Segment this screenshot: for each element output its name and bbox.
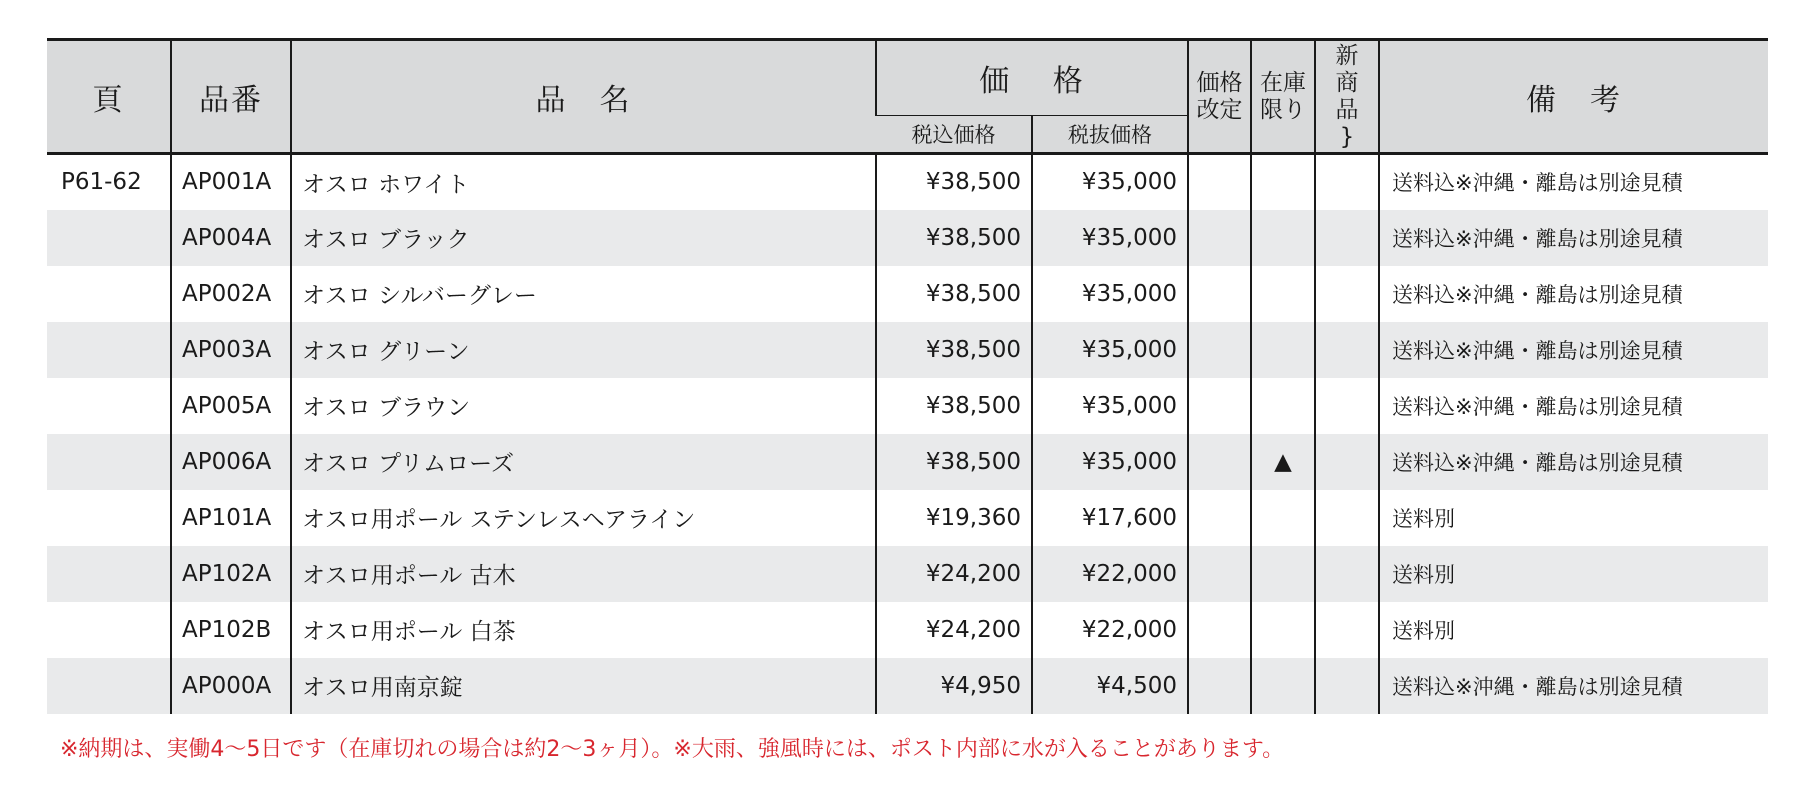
table-row bbox=[47, 154, 1768, 210]
cell-new bbox=[1315, 210, 1379, 266]
cell-price-revision bbox=[1188, 658, 1251, 714]
cell-stock-limited bbox=[1251, 658, 1315, 714]
header-price-revision-line1: 価格 bbox=[1196, 69, 1243, 96]
cell-stock-limited bbox=[1251, 154, 1315, 210]
footer-note: ※納期は、実働4～5日です（在庫切れの場合は約2～3ヶ月）。※大雨、強風時には、ポスト内部に水が入ることがあります。 bbox=[60, 737, 1285, 762]
cell-code: AP002A bbox=[171, 266, 291, 322]
header-name: 品 名 bbox=[291, 40, 876, 154]
header-new-line1: 新 bbox=[1335, 42, 1359, 69]
cell-price-revision bbox=[1188, 546, 1251, 602]
cell-tax-excluded: ¥22,000 bbox=[1032, 602, 1188, 658]
cell-tax-excluded: ¥35,000 bbox=[1032, 154, 1188, 210]
cell-code: AP000A bbox=[171, 658, 291, 714]
cell-price-revision bbox=[1188, 266, 1251, 322]
cell-price-revision bbox=[1188, 434, 1251, 490]
table-row bbox=[47, 658, 1768, 714]
cell-new bbox=[1315, 602, 1379, 658]
table-row bbox=[47, 322, 1768, 378]
header-new-line2: 商 bbox=[1335, 69, 1359, 96]
cell-page bbox=[47, 210, 171, 266]
cell-new bbox=[1315, 434, 1379, 490]
cell-remarks: 送料込※沖縄・離島は別途見積 bbox=[1379, 210, 1768, 266]
cell-page bbox=[47, 490, 171, 546]
cell-tax-included: ¥24,200 bbox=[876, 546, 1032, 602]
cell-code: AP003A bbox=[171, 322, 291, 378]
cell-tax-excluded: ¥35,000 bbox=[1032, 434, 1188, 490]
cell-price-revision bbox=[1188, 210, 1251, 266]
cell-remarks: 送料込※沖縄・離島は別途見積 bbox=[1379, 266, 1768, 322]
header-new-product: 新 商 品 } bbox=[1315, 40, 1379, 154]
cell-tax-included: ¥38,500 bbox=[876, 378, 1032, 434]
cell-stock-limited bbox=[1251, 602, 1315, 658]
cell-name: オスロ用ポール 白茶 bbox=[291, 602, 876, 658]
cell-new bbox=[1315, 266, 1379, 322]
header-price: 価 格 bbox=[876, 40, 1188, 116]
header-code: 品番 bbox=[171, 40, 291, 154]
cell-stock-limited bbox=[1251, 490, 1315, 546]
header-stock-limited bbox=[1251, 40, 1315, 154]
cell-new bbox=[1315, 658, 1379, 714]
cell-tax-included: ¥19,360 bbox=[876, 490, 1032, 546]
cell-remarks: 送料込※沖縄・離島は別途見積 bbox=[1379, 378, 1768, 434]
cell-new bbox=[1315, 378, 1379, 434]
header-tax-excluded: 税抜価格 bbox=[1032, 116, 1188, 154]
cell-name: オスロ ホワイト bbox=[291, 154, 876, 210]
cell-remarks: 送料別 bbox=[1379, 602, 1768, 658]
cell-price-revision bbox=[1188, 322, 1251, 378]
cell-tax-included: ¥38,500 bbox=[876, 154, 1032, 210]
cell-stock-limited bbox=[1251, 266, 1315, 322]
header-stock-limited-line2: 限り bbox=[1260, 96, 1306, 123]
cell-code: AP005A bbox=[171, 378, 291, 434]
cell-code: AP101A bbox=[171, 490, 291, 546]
cell-page bbox=[47, 322, 171, 378]
cell-page bbox=[47, 266, 171, 322]
header-price-revision bbox=[1188, 40, 1251, 154]
cell-new bbox=[1315, 154, 1379, 210]
header-page: 頁 bbox=[47, 40, 171, 154]
cell-page bbox=[47, 658, 171, 714]
cell-tax-excluded: ¥17,600 bbox=[1032, 490, 1188, 546]
cell-new bbox=[1315, 322, 1379, 378]
cell-code: AP004A bbox=[171, 210, 291, 266]
header-price-revision-line2: 改定 bbox=[1196, 96, 1243, 123]
header-new-line3: 品 bbox=[1335, 96, 1359, 123]
cell-tax-included: ¥38,500 bbox=[876, 434, 1032, 490]
cell-stock-limited bbox=[1251, 378, 1315, 434]
table-row bbox=[47, 546, 1768, 602]
cell-new bbox=[1315, 546, 1379, 602]
cell-page: P61-62 bbox=[61, 169, 142, 195]
price-table bbox=[47, 38, 1768, 714]
cell-tax-excluded: ¥35,000 bbox=[1032, 210, 1188, 266]
cell-page bbox=[47, 602, 171, 658]
cell-remarks: 送料別 bbox=[1379, 490, 1768, 546]
cell-remarks: 送料別 bbox=[1379, 546, 1768, 602]
cell-remarks: 送料込※沖縄・離島は別途見積 bbox=[1379, 154, 1768, 210]
cell-price-revision bbox=[1188, 154, 1251, 210]
header-remarks: 備 考 bbox=[1379, 40, 1768, 154]
cell-price-revision bbox=[1188, 378, 1251, 434]
cell-tax-excluded: ¥35,000 bbox=[1032, 322, 1188, 378]
cell-tax-included: ¥38,500 bbox=[876, 266, 1032, 322]
cell-remarks: 送料込※沖縄・離島は別途見積 bbox=[1379, 658, 1768, 714]
cell-page bbox=[47, 434, 171, 490]
table-body bbox=[47, 154, 1768, 714]
table-row bbox=[47, 602, 1768, 658]
cell-stock-limited bbox=[1251, 546, 1315, 602]
cell-code: AP102A bbox=[171, 546, 291, 602]
cell-code: AP001A bbox=[171, 154, 291, 210]
cell-name: オスロ シルバーグレー bbox=[291, 266, 876, 322]
cell-name: オスロ ブラック bbox=[291, 210, 876, 266]
cell-tax-excluded: ¥35,000 bbox=[1032, 378, 1188, 434]
cell-code: AP006A bbox=[171, 434, 291, 490]
table-row bbox=[47, 378, 1768, 434]
cell-tax-included: ¥4,950 bbox=[876, 658, 1032, 714]
header-stock-limited-line1: 在庫 bbox=[1260, 69, 1306, 96]
cell-tax-excluded: ¥22,000 bbox=[1032, 546, 1188, 602]
cell-remarks: 送料込※沖縄・離島は別途見積 bbox=[1379, 322, 1768, 378]
cell-new bbox=[1315, 490, 1379, 546]
cell-stock-limited bbox=[1251, 322, 1315, 378]
cell-name: オスロ プリムローズ bbox=[291, 434, 876, 490]
cell-price-revision bbox=[1188, 602, 1251, 658]
cell-tax-included: ¥38,500 bbox=[876, 322, 1032, 378]
cell-name: オスロ用南京錠 bbox=[291, 658, 876, 714]
cell-tax-included: ¥38,500 bbox=[876, 210, 1032, 266]
header-tax-included: 税込価格 bbox=[876, 116, 1032, 154]
cell-stock-limited bbox=[1251, 210, 1315, 266]
table-row bbox=[47, 266, 1768, 322]
cell-name: オスロ グリーン bbox=[291, 322, 876, 378]
cell-stock-limited: ▲ bbox=[1251, 434, 1315, 490]
cell-tax-included: ¥24,200 bbox=[876, 602, 1032, 658]
cell-remarks: 送料込※沖縄・離島は別途見積 bbox=[1379, 434, 1768, 490]
table-row bbox=[47, 210, 1768, 266]
cell-tax-excluded: ¥35,000 bbox=[1032, 266, 1188, 322]
cell-name: オスロ ブラウン bbox=[291, 378, 876, 434]
table-row bbox=[47, 434, 1768, 490]
cell-code: AP102B bbox=[171, 602, 291, 658]
cell-price-revision bbox=[1188, 490, 1251, 546]
cell-tax-excluded: ¥4,500 bbox=[1032, 658, 1188, 714]
cell-page bbox=[47, 378, 171, 434]
cell-page bbox=[47, 546, 171, 602]
cell-name: オスロ用ポール ステンレスヘアライン bbox=[291, 490, 876, 546]
table-row bbox=[47, 490, 1768, 546]
cell-name: オスロ用ポール 古木 bbox=[291, 546, 876, 602]
